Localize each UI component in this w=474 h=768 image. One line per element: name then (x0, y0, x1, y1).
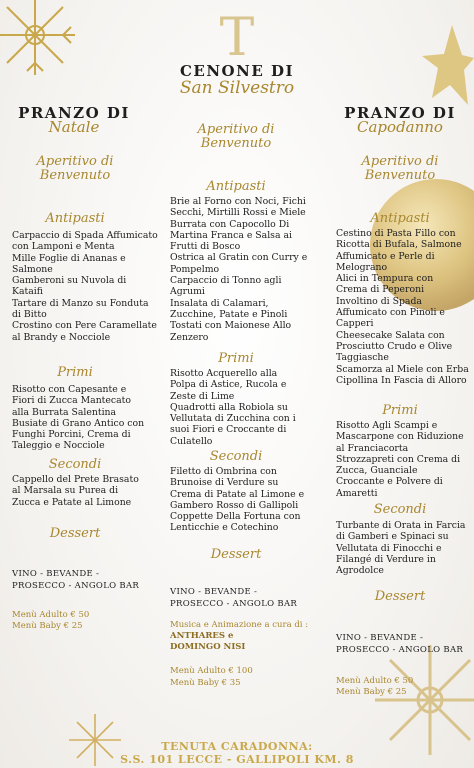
footer-venue: TENUTA CARADONNA: (161, 740, 313, 753)
right-subtitle: Capodanno (357, 118, 443, 136)
center-aperitivo: Aperitivo di Benvenuto (197, 122, 275, 151)
left-title: PRANZO DI (18, 104, 130, 122)
center-artists: ANTHARES e DOMINGO NISI (170, 631, 246, 652)
center-dessert-heading: Dessert (210, 547, 262, 562)
right-primi-heading: Primi (382, 403, 418, 418)
left-antipasti-list: Carpaccio di Spada Affumicato con Lamponi e Menta Mille Foglie di Ananas e Salmone Gamberoni su Nuvola di Kataifi Tartare di Manzo su Fonduta di Bitto Crostino con Pere Caramellate al Brandy e Nocciole (12, 230, 158, 343)
right-antipasti-list: Cestino di Pasta Fillo con Ricotta di Bufala, Salmone Affumicato e Perle di Melograno Alici in Tempura con Crema di Peperoni Involtino di Spada Affumicato con Pinoli e Capperi Cheesecake Salata con Prosciutto Crudo e Olive Taggiasche Scamorza al Miele con Erba Cipollina In Fascia di Alloro (336, 228, 469, 386)
page-subtitle: San Silvestro (179, 78, 295, 98)
logo (0, 8, 474, 68)
left-primi-list: Risotto con Capesante e Fiori di Zucca Mantecato alla Burrata Salentina Busiate di Grano Antico con Funghi Porcini, Crema di Taleggio e Nocciole (12, 384, 145, 452)
right-title: PRANZO DI (344, 104, 456, 122)
left-aperitivo: Aperitivo di Benvenuto (36, 154, 114, 183)
right-price-adult: Menù Adulto € 50 (336, 676, 414, 686)
right-price-baby: Menù Baby € 25 (336, 687, 407, 697)
center-music: Musica e Animazione a cura di : (170, 620, 309, 630)
left-antipasti-heading: Antipasti (45, 211, 105, 226)
left-price-baby: Menù Baby € 25 (12, 621, 83, 631)
right-secondi-list: Turbante di Orata in Farcia di Gamberi e Spinaci su Vellutata di Finocchi e Filangé di Verdure in Agrodolce (336, 520, 466, 577)
left-primi-heading: Primi (57, 365, 93, 380)
left-secondi-heading: Secondi (48, 457, 102, 472)
right-dessert-heading: Dessert (374, 589, 426, 604)
left-subtitle: Natale (48, 118, 100, 136)
center-drinks: VINO - BEVANDE - PROSECCO - ANGOLO BAR (170, 587, 298, 609)
logo-letter: T (219, 8, 255, 68)
footer (0, 740, 474, 766)
left-drinks: VINO - BEVANDE - PROSECCO - ANGOLO BAR (12, 569, 140, 591)
right-primi-list: Risotto Agli Scampi e Mascarpone con Riduzione al Franciacorta Strozzapreti con Crema di Zucca, Guanciale Croccante e Polvere di Amaretti (336, 420, 464, 499)
right-secondi-heading: Secondi (373, 502, 427, 517)
center-secondi-list: Filetto di Ombrina con Brunoise di Verdure su Crema di Patate al Limone e Gambero Rosso di Gallipoli Coppette Della Fortuna con Lenticchie e Cotechino (170, 466, 305, 534)
center-antipasti-list: Brie al Forno con Noci, Fichi Secchi, Mirtilli Rossi e Miele Burrata con Capocollo Di Martina Franca e Salsa ai Frutti di Bosco Ostrica al Gratin con Curry e Pompelmo Carpaccio di Tonno agli Agrumi Insalata di Calamari, Zucchine, Patate e Pinoli Tostati con Maionese Allo Zenzero (170, 196, 308, 343)
left-dessert-heading: Dessert (49, 526, 101, 541)
center-price-adult: Menù Adulto € 100 (170, 666, 253, 676)
left-price-adult: Menù Adulto € 50 (12, 610, 90, 620)
right-drinks: VINO - BEVANDE - PROSECCO - ANGOLO BAR (336, 633, 464, 655)
center-antipasti-heading: Antipasti (206, 179, 266, 194)
center-secondi-heading: Secondi (209, 449, 263, 464)
page-title: CENONE DI (179, 62, 295, 80)
right-antipasti-heading: Antipasti (370, 211, 430, 226)
right-aperitivo: Aperitivo di Benvenuto (361, 154, 439, 183)
left-secondi-list: Cappello del Prete Brasato al Marsala su Purea di Zucca e Patate al Limone (12, 474, 139, 508)
footer-address: S.S. 101 LECCE - GALLIPOLI KM. 8 (120, 753, 354, 766)
center-price-baby: Menù Baby € 35 (170, 678, 241, 688)
center-primi-heading: Primi (218, 351, 254, 366)
center-primi-list: Risotto Acquerello alla Polpa di Astice, Rucola e Zeste di Lime Quadrotti alla Robiola su Vellutata di Zucchina con i suoi Fiori e Croccante di Culatello (170, 368, 296, 447)
